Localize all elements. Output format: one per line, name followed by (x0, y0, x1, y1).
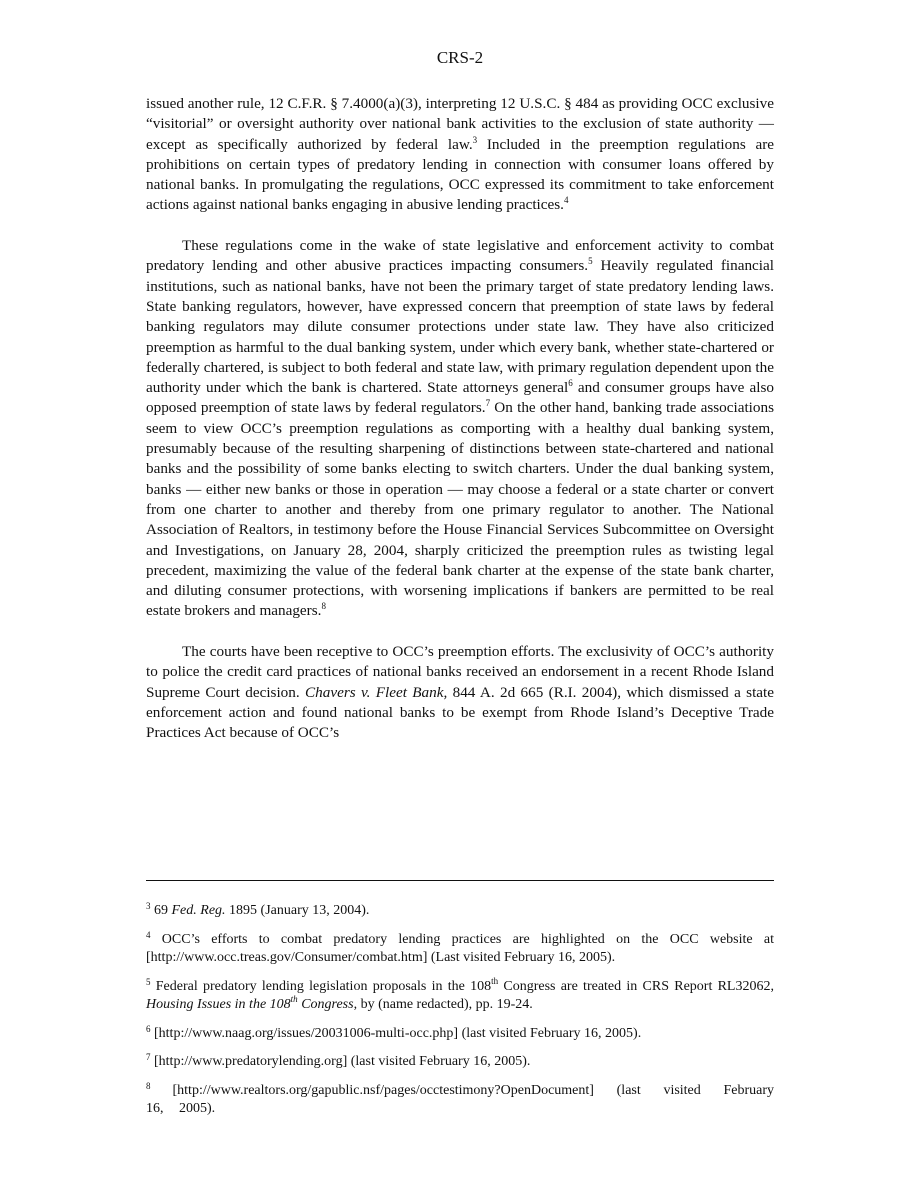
footnote-5-post: , by (name redacted), pp. 19-24. (353, 997, 533, 1012)
footnote-3-pre: 69 (150, 903, 172, 918)
paragraph-2-text-b: Heavily regulated financial institutions, such as national banks, have not been the primary target of state predatory lending laws. State banking regulators, however, have expressed concern that preemption of state laws by federal banking regulators may dilute consumer protections under state law. They have also criticized preemption as harmful to the dual banking system, under which every bank, whether state-chartered or federally chartered, is subject to both federal and state law, with primary regulation dependent upon the authority under which the bank is chartered. State attorneys general (146, 257, 774, 397)
footnote-8-number: 8 (146, 1080, 151, 1091)
footnote-6-text: [http://www.naag.org/issues/20031006-multi-occ.php] (last visited February 16, 2005). (150, 1025, 642, 1041)
footnote-8 (146, 1082, 774, 1119)
footnote-5-ordinal-1: th (491, 975, 499, 986)
footnote-8-text: [http://www.realtors.org/gapublic.nsf/pages/occtestimony?OpenDocument] (last visited February 16, 2005). (146, 1082, 774, 1116)
footnote-7 (146, 1053, 774, 1072)
footnote-7-text: [http://www.predatorylending.org] (last visited February 16, 2005). (150, 1054, 531, 1069)
paragraph-2-text-d: On the other hand, banking trade associations seem to view OCC’s preemption regulations as comporting with a healthy dual banking system, presumably because of the resulting sharpening of distinctions between state-chartered and national banks and the possibility of some banks electing to switch charters. Under the dual banking system, banks — either new banks or those in operation — may choose a federal or a state charter or convert from one charter to another and thereby from one primary regulator to another. The National Association of Realtors, in testimony before the House Financial Services Subcommittee on Oversight and Investigations, on January 28, 2004, sharply criticized the preemption rules as twisting legal precedent, maximizing the value of the federal bank charter at the expense of the state bank charter, and diluting consumer protections, with worsening implications if bankers are permitted to be real estate brokers and managers. (146, 399, 774, 620)
footnotes-section (146, 902, 774, 1129)
paragraph-1 (146, 94, 774, 216)
paragraph-2 (146, 236, 774, 622)
footnote-5 (146, 975, 774, 1015)
footnote-ref-6: 6 (568, 378, 573, 389)
footnote-ref-7: 7 (485, 398, 491, 409)
footnote-3-number: 3 (146, 901, 151, 911)
footnote-6 (146, 1025, 774, 1044)
footnote-ref-4: 4 (563, 195, 569, 206)
footnote-4-number: 4 (146, 929, 151, 940)
footnote-divider (146, 880, 774, 881)
footnote-ref-5: 5 (588, 256, 593, 267)
footnote-3-post: 1895 (January 13, 2004). (225, 903, 370, 918)
body-text (146, 94, 774, 764)
paragraph-3 (146, 642, 774, 743)
footnote-3-journal: Fed. Reg. (171, 903, 226, 918)
footnote-6-number: 6 (146, 1023, 151, 1034)
paragraph-1-text-b: Included in the preemption regulations are prohibitions on certain types of predatory lending in connection with consumer loans offered by national banks. In promulgating the regulations, OCC expressed its commitment to take enforcement actions against national banks engaging in abusive lending practices. (146, 135, 774, 214)
footnote-5-ordinal-2: th (290, 994, 298, 1004)
footnote-3 (146, 902, 774, 921)
paragraph-3-text-b: 844 A. 2d 665 (R.I. 2004), which dismissed a state enforcement action and found national banks to be exempt from Rhode Island’s Deceptive Trade Practices Act because of OCC’s (146, 683, 774, 742)
footnote-5-report-title (146, 994, 354, 1012)
footnote-5-title-a: Housing Issues in the 108 (146, 997, 291, 1012)
footnote-4 (146, 931, 774, 968)
footnote-5-pre: Federal predatory lending legislation proposals in the 108 (150, 978, 492, 994)
footnote-5-number: 5 (146, 976, 151, 987)
page-number-header: CRS-2 (436, 48, 484, 67)
paragraph-2-text-a: These regulations come in the wake of state legislative and enforcement activity to combat predatory lending and other abusive practices impacting consumers. (146, 237, 774, 275)
footnote-4-text: OCC’s efforts to combat predatory lending practices are highlighted on the OCC website at [http://www.occ.treas.gov/Consumer/combat.htm] (Last visited February 16, 2005). (146, 931, 774, 965)
case-citation: Chavers v. Fleet Bank, (305, 683, 448, 701)
footnote-5-title-b: Congress (297, 997, 354, 1012)
paragraph-3-text-a: The courts have been receptive to OCC’s preemption efforts. The exclusivity of OCC’s authority to police the credit card practices of national banks received an endorsement in a recent Rhode Island Supreme Court decision. (146, 643, 774, 701)
footnote-ref-8: 8 (321, 601, 326, 612)
footnote-5-mid: Congress are treated in CRS Report RL32062, (498, 978, 774, 994)
footnote-7-number: 7 (146, 1052, 151, 1062)
paragraph-2-text-c: and consumer groups have also opposed preemption of state laws by federal regulators. (146, 379, 775, 417)
footnote-ref-3: 3 (472, 134, 478, 145)
paragraph-1-text-a: issued another rule, 12 C.F.R. § 7.4000(a)(3), interpreting 12 U.S.C. § 484 as providing OCC exclusive “visitorial” or oversight authority over national bank activities to the exclusion of state authority — except as specifically authorized by federal law. (146, 95, 774, 153)
